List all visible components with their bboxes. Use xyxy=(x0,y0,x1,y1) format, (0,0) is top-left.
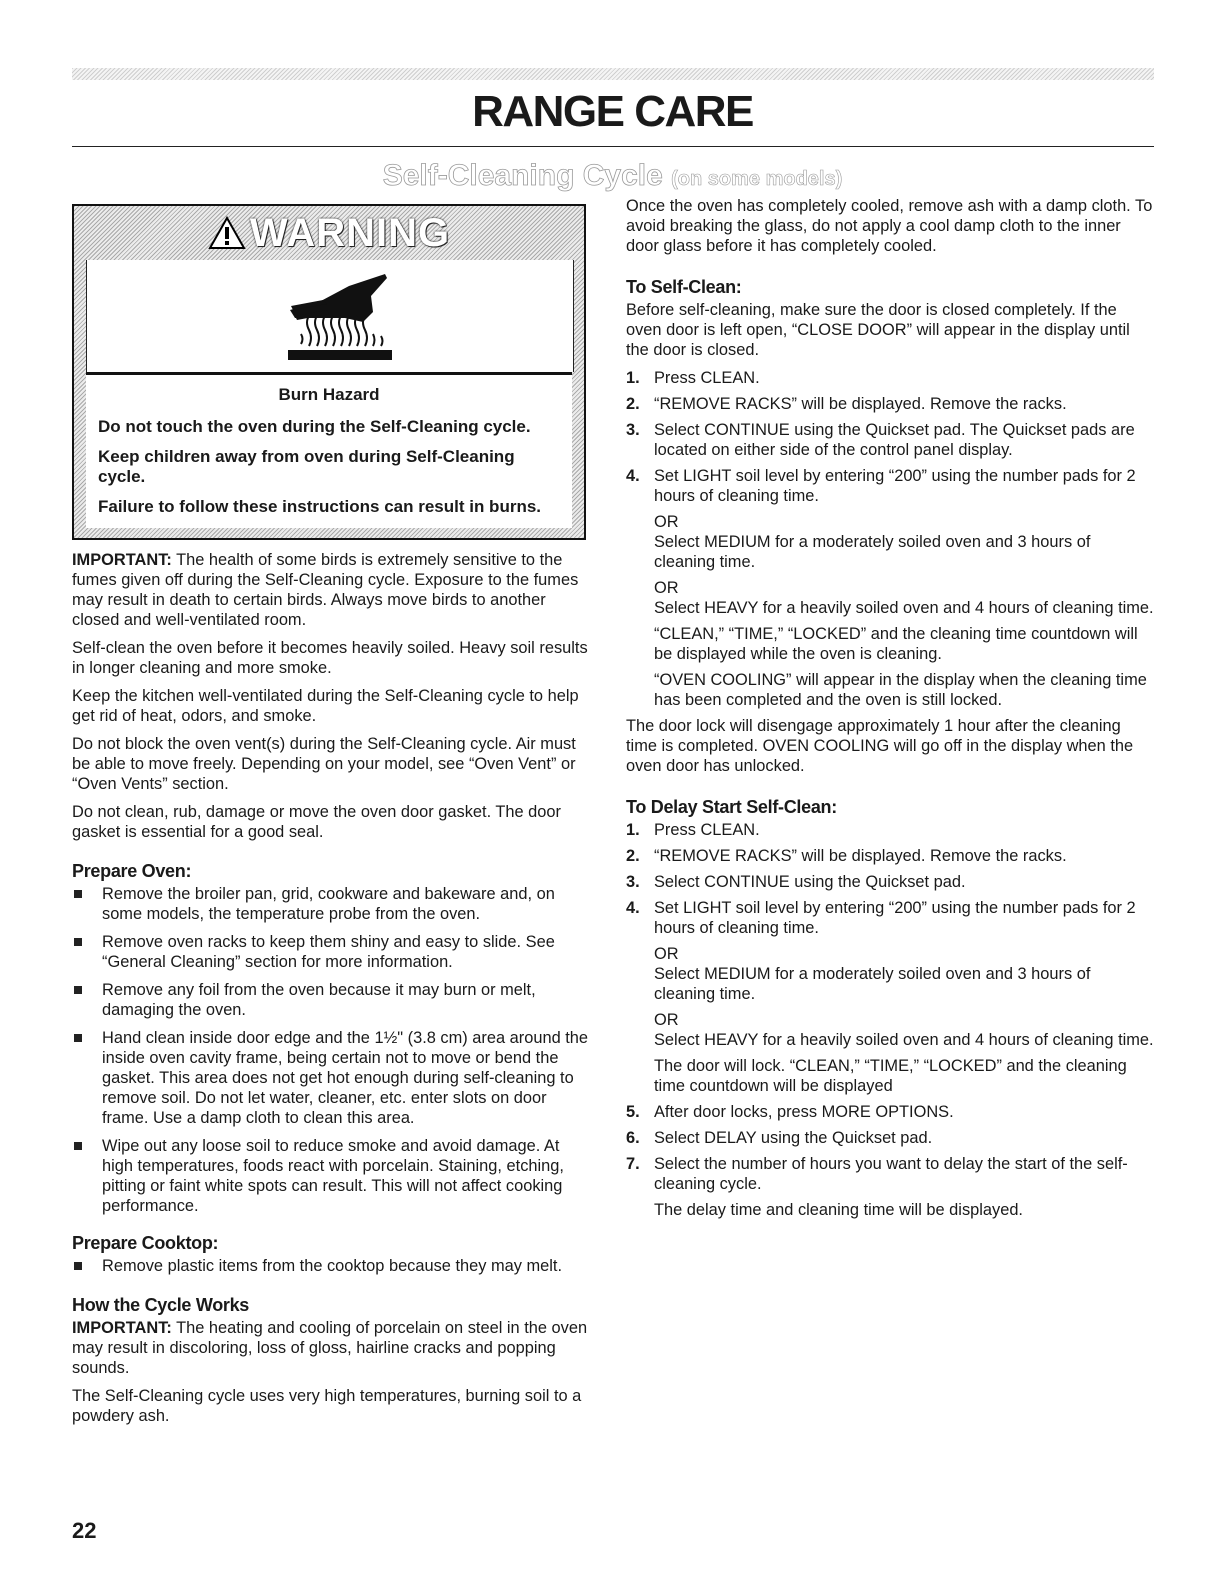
step-text: “REMOVE RACKS” will be displayed. Remove the racks. xyxy=(654,395,1067,413)
step-item xyxy=(626,420,1154,460)
step-number: 6. xyxy=(626,1129,640,1147)
self-clean-intro: Before self-cleaning, make sure the door is closed completely. If the oven door is left open, “CLOSE DOOR” will appear in the display until the door is closed. xyxy=(626,301,1130,359)
body-paragraph: Self-clean the oven before it becomes heavily soiled. Heavy soil results in longer cleaning and more smoke. xyxy=(72,639,588,677)
warning-hazard-title: Burn Hazard xyxy=(278,385,380,404)
warning-line: Do not touch the oven during the Self-Cleaning cycle. xyxy=(98,417,531,436)
step-text: Select CONTINUE using the Quickset pad. xyxy=(654,873,966,891)
step-number: 3. xyxy=(626,421,640,439)
prepare-cooktop-heading: Prepare Cooktop: xyxy=(72,1233,219,1253)
step-item xyxy=(626,368,1154,388)
prepare-cooktop-list xyxy=(72,1256,590,1276)
important-text: The heating and cooling of porcelain on steel in the oven may result in discoloring, loss of gloss, hairline cracks and popping sounds. xyxy=(72,1319,588,1377)
step-item xyxy=(626,898,1154,1096)
important-label: IMPORTANT: xyxy=(72,1319,172,1337)
body-paragraph: The Self-Cleaning cycle uses very high temperatures, burning soil to a powdery ash. xyxy=(72,1387,582,1425)
step-item xyxy=(626,466,1154,710)
step-text: After door locks, press MORE OPTIONS. xyxy=(654,1103,954,1121)
step-number: 4. xyxy=(626,467,640,485)
step-sub-paragraph: Select MEDIUM for a moderately soiled oven and 3 hours of cleaning time. xyxy=(654,533,1091,571)
warning-triangle-icon xyxy=(208,216,246,250)
step-or: OR xyxy=(654,1011,679,1029)
body-paragraph: Do not clean, rub, damage or move the oven door gasket. The door gasket is essential for a good seal. xyxy=(72,803,561,841)
step-item xyxy=(626,1102,1154,1122)
step-number: 2. xyxy=(626,847,640,865)
step-sub-paragraph: “CLEAN,” “TIME,” “LOCKED” and the cleaning time countdown will be displayed while the oven is cleaning. xyxy=(654,625,1138,663)
step-sub-paragraph: “OVEN COOLING” will appear in the display when the cleaning time has been completed and the oven is still locked. xyxy=(654,671,1147,709)
left-column xyxy=(72,196,590,1434)
list-item: Remove the broiler pan, grid, cookware and bakeware and, on some models, the temperature probe from the oven. xyxy=(72,884,590,924)
list-item: Wipe out any loose soil to reduce smoke and avoid damage. At high temperatures, foods react with porcelain. Staining, etching, pitting or faint white spots can result. This will not affect cooking performance. xyxy=(72,1136,590,1216)
step-or: OR xyxy=(654,945,679,963)
step-or: OR xyxy=(654,513,679,531)
step-sub-paragraph: Select MEDIUM for a moderately soiled oven and 3 hours of cleaning time. xyxy=(654,965,1091,1003)
warning-line: Failure to follow these instructions can result in burns. xyxy=(98,497,542,516)
list-item: Remove oven racks to keep them shiny and easy to slide. See “General Cleaning” section for more information. xyxy=(72,932,590,972)
section-heading-text: Self-Cleaning Cycle xyxy=(382,159,663,192)
step-number: 5. xyxy=(626,1103,640,1121)
section-qualifier: (on some models) xyxy=(671,168,843,190)
ash-removal-paragraph: Once the oven has completely cooled, remove ash with a damp cloth. To avoid breaking the glass, do not apply a cool damp cloth to the inner door glass before it has completely cooled. xyxy=(626,197,1153,255)
page-number: 22 xyxy=(72,1518,97,1543)
warning-header-label: WARNING xyxy=(249,211,451,255)
step-sub-paragraph: The delay time and cleaning time will be displayed. xyxy=(654,1201,1023,1219)
step-sub-paragraph: Select HEAVY for a heavily soiled oven and 4 hours of cleaning time. xyxy=(654,1031,1154,1049)
step-sub-paragraph: The door will lock. “CLEAN,” “TIME,” “LOCKED” and the cleaning time countdown will be displayed xyxy=(654,1057,1127,1095)
step-number: 7. xyxy=(626,1155,640,1173)
step-item xyxy=(626,820,1154,840)
delay-start-steps xyxy=(626,820,1154,1220)
list-item: Remove any foil from the oven because it may burn or melt, damaging the oven. xyxy=(72,980,590,1020)
step-sub-paragraph: Select HEAVY for a heavily soiled oven and 4 hours of cleaning time. xyxy=(654,599,1154,617)
step-text: Press CLEAN. xyxy=(654,821,760,839)
self-clean-steps xyxy=(626,368,1154,710)
warning-line: Keep children away from oven during Self-Cleaning cycle. xyxy=(98,447,515,486)
burn-hazard-icon xyxy=(87,260,573,372)
step-or: OR xyxy=(654,579,679,597)
right-column xyxy=(626,196,1154,1226)
step-text: Set LIGHT soil level by entering “200” using the number pads for 2 hours of cleaning time. xyxy=(654,899,1136,937)
prepare-oven-heading: Prepare Oven: xyxy=(72,861,192,881)
warning-text xyxy=(86,375,572,528)
important-bird-notice xyxy=(72,550,590,630)
list-item: Remove plastic items from the cooktop because they may melt. xyxy=(72,1256,590,1276)
step-item xyxy=(626,1154,1154,1220)
header-hatch-bar xyxy=(72,68,1154,80)
important-porcelain-notice xyxy=(72,1318,590,1378)
title-divider xyxy=(72,146,1154,147)
step-item xyxy=(626,846,1154,866)
step-text: Select CONTINUE using the Quickset pad. The Quickset pads are located on either side of the control panel display. xyxy=(654,421,1135,459)
self-clean-heading: To Self-Clean: xyxy=(626,277,742,297)
warning-box xyxy=(72,204,586,540)
step-item xyxy=(626,872,1154,892)
prepare-oven-list xyxy=(72,884,590,1216)
important-text: The health of some birds is extremely sensitive to the fumes given off during the Self-Cleaning cycle. Exposure to the fumes may result in death to certain birds. Always move birds to another closed and well-ventilated room. xyxy=(72,551,579,629)
list-item: Hand clean inside door edge and the 1½" (3.8 cm) area around the inside oven cavity frame, being certain not to move or bend the gasket. This area does not get hot enough during self-cleaning to remove soil. Do not let water, cleaner, etc. enter slots on door frame. Use a damp cloth to clean this area. xyxy=(72,1028,590,1128)
step-text: Select DELAY using the Quickset pad. xyxy=(654,1129,933,1147)
section-heading xyxy=(0,158,1225,197)
step-text: Set LIGHT soil level by entering “200” using the number pads for 2 hours of cleaning time. xyxy=(654,467,1136,505)
warning-header xyxy=(74,206,584,260)
how-cycle-works-heading: How the Cycle Works xyxy=(72,1295,250,1315)
page-title: RANGE CARE xyxy=(472,87,753,136)
warning-icon-area xyxy=(86,260,574,372)
step-item xyxy=(626,394,1154,414)
step-number: 3. xyxy=(626,873,640,891)
body-paragraph: Do not block the oven vent(s) during the Self-Cleaning cycle. Air must be able to move freely. Depending on your model, see “Oven Vent” or “Oven Vents” section. xyxy=(72,735,576,793)
step-text: Select the number of hours you want to delay the start of the self-cleaning cycle. xyxy=(654,1155,1128,1193)
step-number: 2. xyxy=(626,395,640,413)
important-label: IMPORTANT: xyxy=(72,551,172,569)
step-number: 4. xyxy=(626,899,640,917)
step-number: 1. xyxy=(626,369,640,387)
body-paragraph: Keep the kitchen well-ventilated during the Self-Cleaning cycle to help get rid of heat, odors, and smoke. xyxy=(72,687,579,725)
delay-start-heading: To Delay Start Self-Clean: xyxy=(626,797,837,817)
door-lock-paragraph: The door lock will disengage approximately 1 hour after the cleaning time is completed. OVEN COOLING will go off in the display when the oven door has unlocked. xyxy=(626,717,1134,775)
step-number: 1. xyxy=(626,821,640,839)
step-text: Press CLEAN. xyxy=(654,369,760,387)
step-text: “REMOVE RACKS” will be displayed. Remove the racks. xyxy=(654,847,1067,865)
step-item xyxy=(626,1128,1154,1148)
